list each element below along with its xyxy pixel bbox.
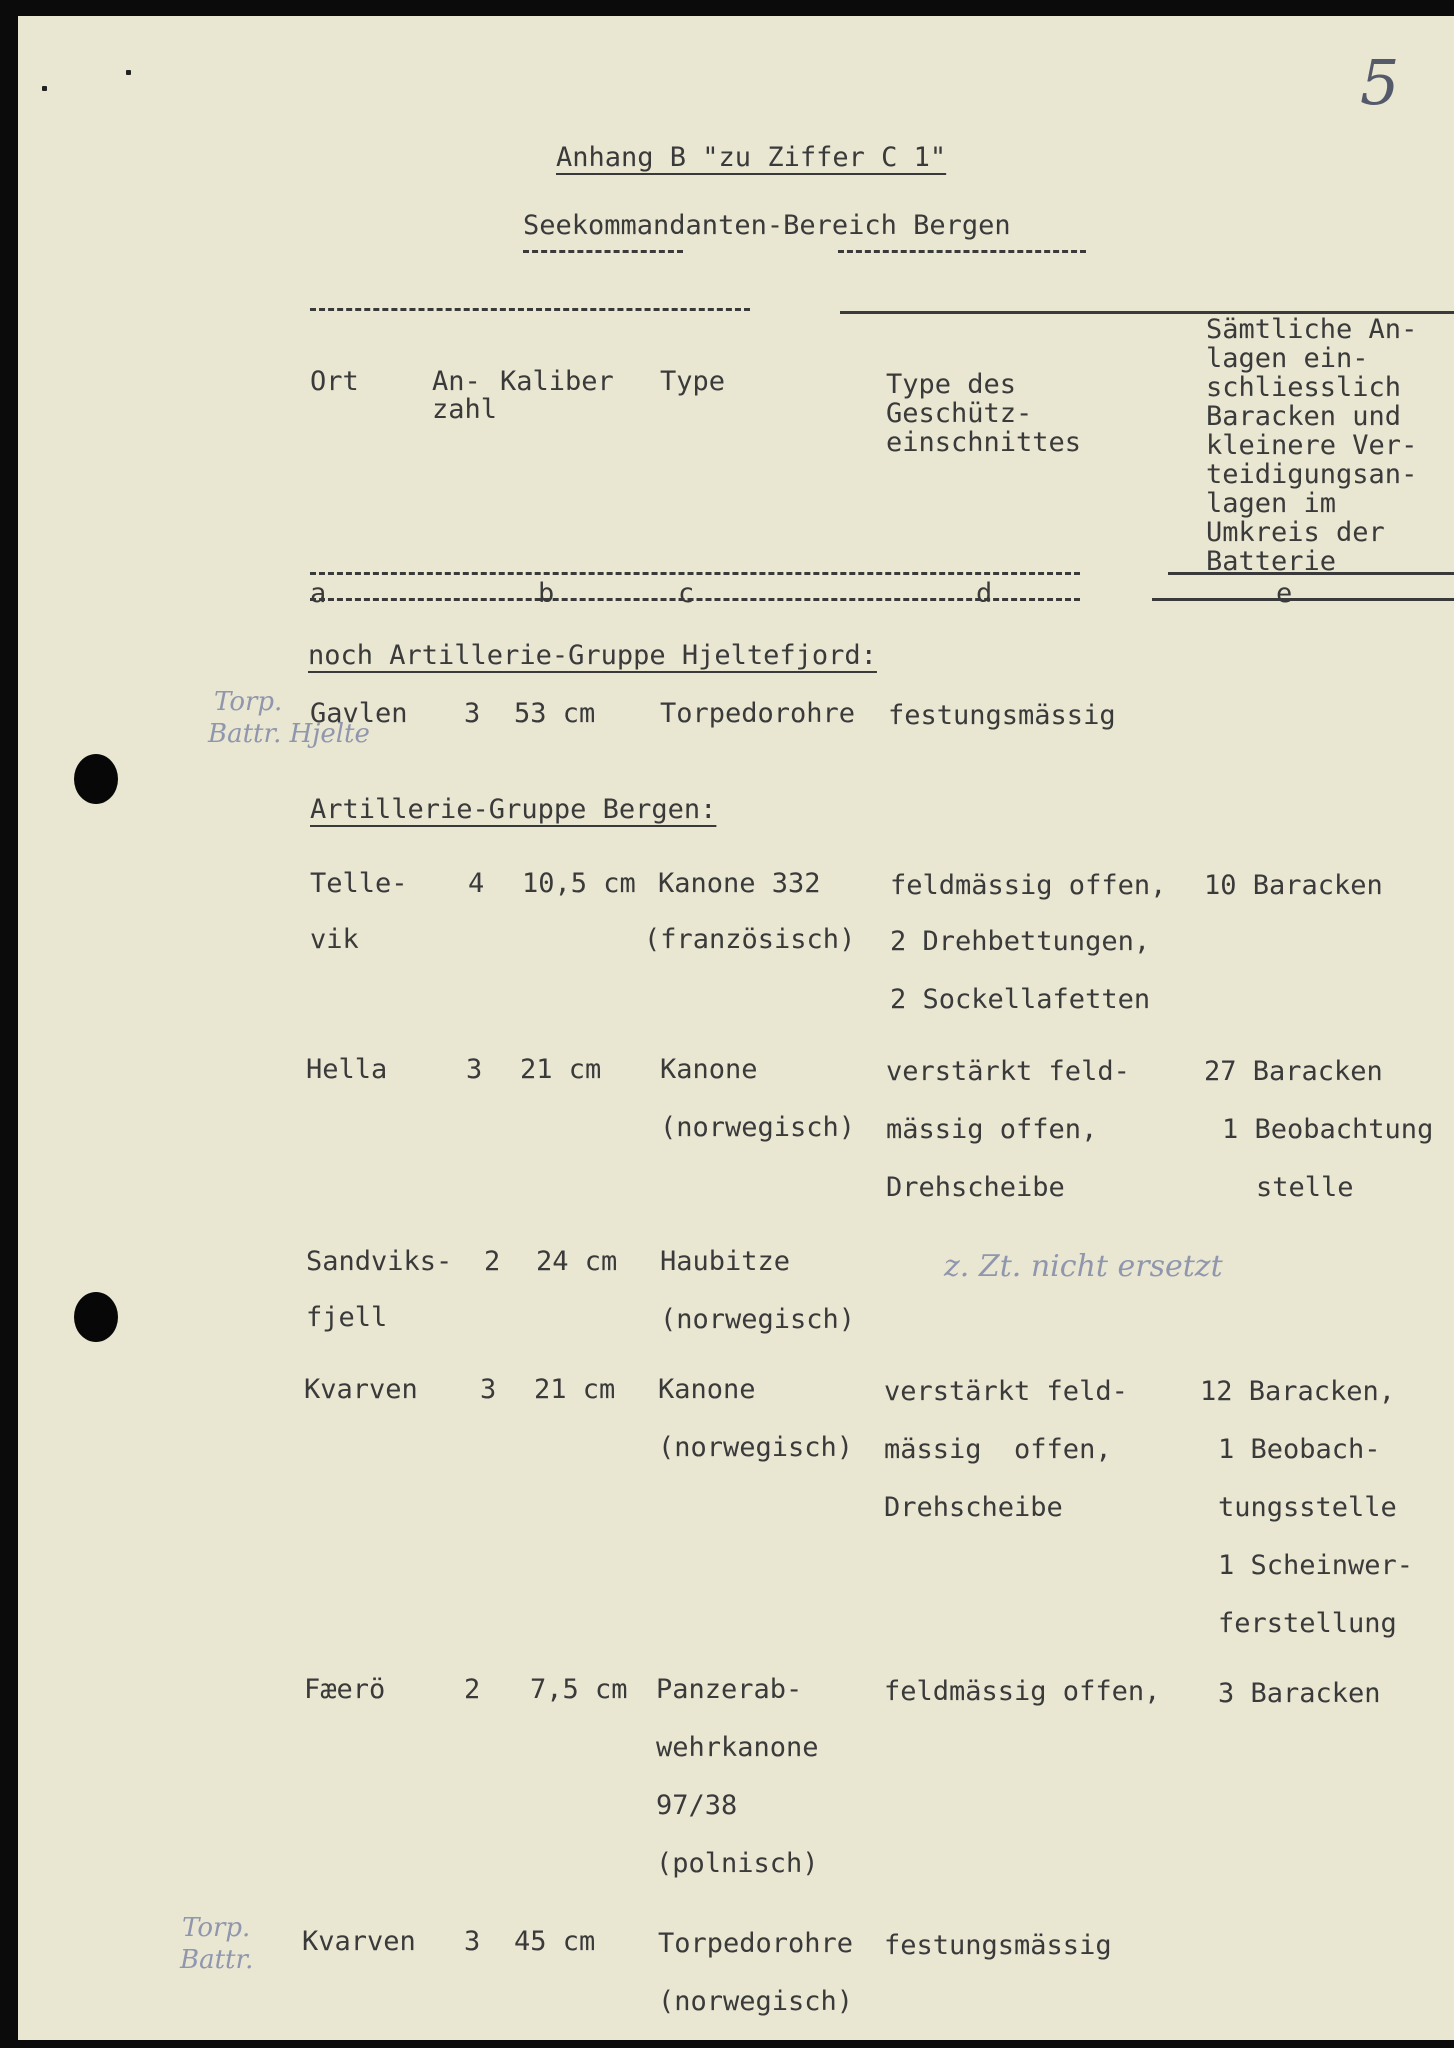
row-gavlen-ort: Gavlen: [310, 698, 408, 729]
row-kvarven-anlagen: 1 Beobach-: [1218, 1434, 1381, 1465]
row-tellevik-kaliber: 10,5 cm: [522, 868, 636, 899]
punch-hole: [74, 754, 118, 804]
subtitle-underline: [523, 250, 683, 253]
row-hella-einschnitt: Drehscheibe: [886, 1172, 1065, 1203]
row-tellevik-anlagen: 10 Baracken: [1204, 870, 1383, 901]
header-ort: Ort: [310, 366, 359, 397]
header-kaliber: Kaliber: [500, 366, 614, 397]
row-kvarven-type: (norwegisch): [658, 1432, 854, 1463]
row-feero-einschnitt: feldmässig offen,: [884, 1676, 1161, 1707]
document-subtitle: Seekommandanten-Bereich Bergen: [523, 210, 1011, 241]
row-kvarven-einschnitt: Drehscheibe: [884, 1492, 1063, 1523]
header-anlagen: teidigungsan-: [1206, 459, 1418, 490]
ink-speck: [42, 86, 47, 91]
row-gavlen-kaliber: 53 cm: [514, 698, 596, 729]
column-letter-c: c: [678, 578, 695, 609]
row-gavlen-anzahl: 3: [464, 698, 481, 729]
row-kvarven-torp-einschnitt: festungsmässig: [884, 1930, 1112, 1961]
handwritten-annotation: z. Zt. nicht ersetzt: [944, 1249, 1223, 1284]
row-gavlen-einschnitt: festungsmässig: [888, 700, 1116, 731]
header-type: Type: [660, 366, 726, 397]
row-hella-anlagen: stelle: [1256, 1172, 1354, 1203]
header-anlagen: Sämtliche An-: [1206, 314, 1418, 345]
row-feero-type: 97/38: [656, 1790, 738, 1821]
row-feero-ort: Fæerö: [304, 1674, 386, 1705]
row-tellevik-type: Kanone 332: [658, 868, 821, 899]
header-einschnitt: Type des: [886, 369, 1017, 400]
row-tellevik-anzahl: 4: [468, 868, 485, 899]
page-number: 5: [1360, 46, 1400, 119]
row-kvarven-anlagen: ferstellung: [1218, 1608, 1397, 1639]
column-letter-e: e: [1276, 578, 1293, 609]
header-anlagen: schliesslich: [1206, 372, 1402, 403]
row-hella-einschnitt: verstärkt feld-: [886, 1056, 1130, 1087]
column-letter-b: b: [538, 578, 555, 609]
row-kvarven-anlagen: tungsstelle: [1218, 1492, 1397, 1523]
row-kvarven-ort: Kvarven: [304, 1374, 418, 1405]
row-tellevik-type: (französisch): [644, 924, 856, 955]
header-anlagen: lagen ein-: [1206, 343, 1369, 374]
header-einschnitt: einschnittes: [886, 427, 1082, 458]
row-sandviksfjell-ort: Sandviks-: [306, 1246, 453, 1277]
header-anlagen: lagen im: [1206, 488, 1337, 519]
column-letter-d: d: [976, 578, 993, 609]
header-anzahl: zahl: [432, 394, 498, 425]
header-anlagen: kleinere Ver-: [1206, 430, 1418, 461]
row-hella-anzahl: 3: [466, 1054, 483, 1085]
row-tellevik-einschnitt: 2 Sockellafetten: [890, 984, 1151, 1015]
row-tellevik-ort: vik: [310, 924, 359, 955]
header-letter-rule: [1168, 572, 1454, 575]
handwritten-annotation: Torp.: [214, 687, 283, 717]
row-sandviksfjell-type: Haubitze: [660, 1246, 791, 1277]
row-kvarven-kaliber: 21 cm: [534, 1374, 616, 1405]
row-gavlen-type: Torpedorohre: [660, 698, 856, 729]
row-tellevik-ort: Telle-: [310, 868, 408, 899]
row-kvarven-torp-type: (norwegisch): [658, 1986, 854, 2017]
header-anzahl: An-: [432, 366, 481, 397]
row-hella-ort: Hella: [306, 1054, 388, 1085]
row-feero-type: (polnisch): [656, 1848, 819, 1879]
header-einschnitt: Geschütz-: [886, 398, 1033, 429]
row-sandviksfjell-anzahl: 2: [484, 1246, 501, 1277]
punch-hole: [74, 1292, 118, 1342]
handwritten-annotation: Battr.: [180, 1945, 254, 1975]
row-tellevik-einschnitt: 2 Drehbettungen,: [890, 926, 1151, 957]
row-kvarven-torp-anzahl: 3: [464, 1926, 481, 1957]
row-hella-anlagen: 1 Beobachtung: [1222, 1114, 1434, 1145]
header-bottom-rule: [1152, 598, 1454, 601]
row-hella-type: (norwegisch): [660, 1112, 856, 1143]
row-kvarven-anlagen: 1 Scheinwer-: [1218, 1550, 1414, 1581]
row-kvarven-einschnitt: verstärkt feld-: [884, 1376, 1128, 1407]
row-feero-anzahl: 2: [464, 1674, 481, 1705]
row-kvarven-anlagen: 12 Baracken,: [1200, 1376, 1396, 1407]
header-anlagen: Baracken und: [1206, 401, 1402, 432]
row-feero-type: wehrkanone: [656, 1732, 819, 1763]
column-letter-a: a: [310, 578, 327, 609]
row-kvarven-torp-type: Torpedorohre: [658, 1928, 854, 1959]
header-anlagen: Batterie: [1206, 546, 1337, 577]
document-title: Anhang B "zu Ziffer C 1": [556, 142, 947, 173]
row-sandviksfjell-type: (norwegisch): [660, 1304, 856, 1335]
row-hella-anlagen: 27 Baracken: [1204, 1056, 1383, 1087]
header-bottom-rule: [310, 598, 1080, 601]
row-hella-kaliber: 21 cm: [520, 1054, 602, 1085]
row-sandviksfjell-ort: fjell: [306, 1302, 388, 1333]
header-letter-rule: [310, 572, 1080, 575]
row-kvarven-anzahl: 3: [480, 1374, 497, 1405]
header-anlagen: Umkreis der: [1206, 517, 1385, 548]
group-heading-hjeltefjord: noch Artillerie-Gruppe Hjeltefjord:: [308, 640, 877, 671]
row-hella-einschnitt: mässig offen,: [886, 1114, 1098, 1145]
group-heading-bergen: Artillerie-Gruppe Bergen:: [310, 794, 717, 825]
row-kvarven-torp-kaliber: 45 cm: [514, 1926, 596, 1957]
row-feero-anlagen: 3 Baracken: [1218, 1678, 1381, 1709]
row-feero-type: Panzerab-: [656, 1674, 803, 1705]
row-kvarven-torp-ort: Kvarven: [302, 1926, 416, 1957]
row-kvarven-einschnitt: mässig offen,: [884, 1434, 1112, 1465]
document-page: [18, 16, 1454, 2040]
subtitle-underline: [838, 250, 1086, 253]
header-top-rule: [310, 308, 750, 311]
ink-speck: [126, 70, 131, 75]
row-feero-kaliber: 7,5 cm: [530, 1674, 628, 1705]
row-hella-type: Kanone: [660, 1054, 758, 1085]
handwritten-annotation: Battr. Hjelte: [208, 719, 370, 749]
handwritten-annotation: Torp.: [182, 1913, 251, 1943]
row-sandviksfjell-kaliber: 24 cm: [536, 1246, 618, 1277]
row-tellevik-einschnitt: feldmässig offen,: [890, 870, 1167, 901]
row-kvarven-type: Kanone: [658, 1374, 756, 1405]
